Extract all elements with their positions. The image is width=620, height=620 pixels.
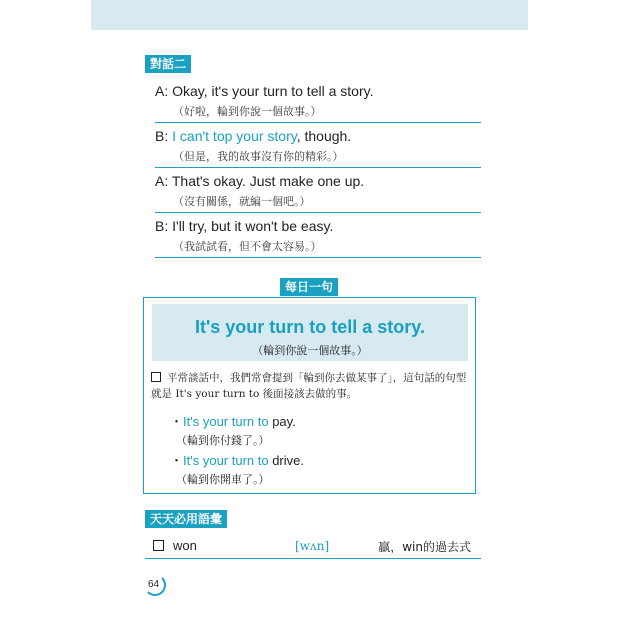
dialog-block xyxy=(155,78,481,258)
headline-band xyxy=(152,304,468,361)
example-pattern: It's your turn to xyxy=(183,414,269,429)
daily-section-tag: 每日一句 xyxy=(280,278,338,296)
example-item xyxy=(170,450,304,487)
dialog-line xyxy=(155,123,481,168)
vocab-row xyxy=(145,534,481,559)
checkbox-icon xyxy=(153,540,164,551)
line-text: , though. xyxy=(296,128,352,144)
checkbox-icon xyxy=(151,372,161,382)
bullet-icon: ・ xyxy=(170,414,184,429)
headline-translation: （輪到你說一個故事。） xyxy=(252,344,368,357)
vocab-word: won xyxy=(173,538,197,553)
example-rest: pay. xyxy=(268,414,296,429)
dialog-line xyxy=(155,78,481,123)
explanation-text: 平常談話中，我們常會提到「輪到你去做某事了」，這句話的句型就是 It's your turn to 後面接該去做的事。 xyxy=(151,372,467,400)
line-text: I'll try, but it won't be easy. xyxy=(172,218,334,234)
daily-sentence-box xyxy=(143,297,476,494)
explanation xyxy=(151,370,469,402)
dialog-line xyxy=(155,213,481,258)
line-text: Okay, it's your turn to tell a story. xyxy=(172,83,374,99)
line-translation: （但是，我的故事沒有你的精彩。） xyxy=(173,150,344,163)
speaker-label: A: xyxy=(155,173,169,189)
example-translation: （輪到你付錢了。） xyxy=(176,434,270,447)
speaker-label: B: xyxy=(155,218,169,234)
vocab-pronunciation: [wʌn] xyxy=(295,539,330,553)
example-pattern: It's your turn to xyxy=(183,453,269,468)
vocab-definition: 贏，win的過去式 xyxy=(378,540,471,554)
dialog-section-tag: 對話二 xyxy=(145,55,191,73)
dialog-line xyxy=(155,168,481,213)
highlighted-phrase: I can't top your story xyxy=(172,128,297,144)
speaker-label: B: xyxy=(155,128,169,144)
line-text: That's okay. Just make one up. xyxy=(171,173,365,189)
headline: It's your turn to tell a story. xyxy=(195,317,425,337)
line-translation: （我試試看，但不會太容易。） xyxy=(173,240,322,253)
page-number: 64 xyxy=(148,579,160,590)
line-translation: （好啦，輪到你說一個故事。） xyxy=(173,105,322,118)
line-translation: （沒有關係，就編一個吧。） xyxy=(173,195,311,208)
bullet-icon: ・ xyxy=(170,453,184,468)
top-header-band xyxy=(91,0,528,30)
speaker-label: A: xyxy=(155,83,169,99)
vocab-section-tag: 天天必用語彙 xyxy=(145,510,227,528)
example-rest: drive. xyxy=(268,453,304,468)
example-translation: （輪到你開車了。） xyxy=(176,473,270,486)
example-item xyxy=(170,411,296,448)
page-number-badge xyxy=(144,574,166,596)
